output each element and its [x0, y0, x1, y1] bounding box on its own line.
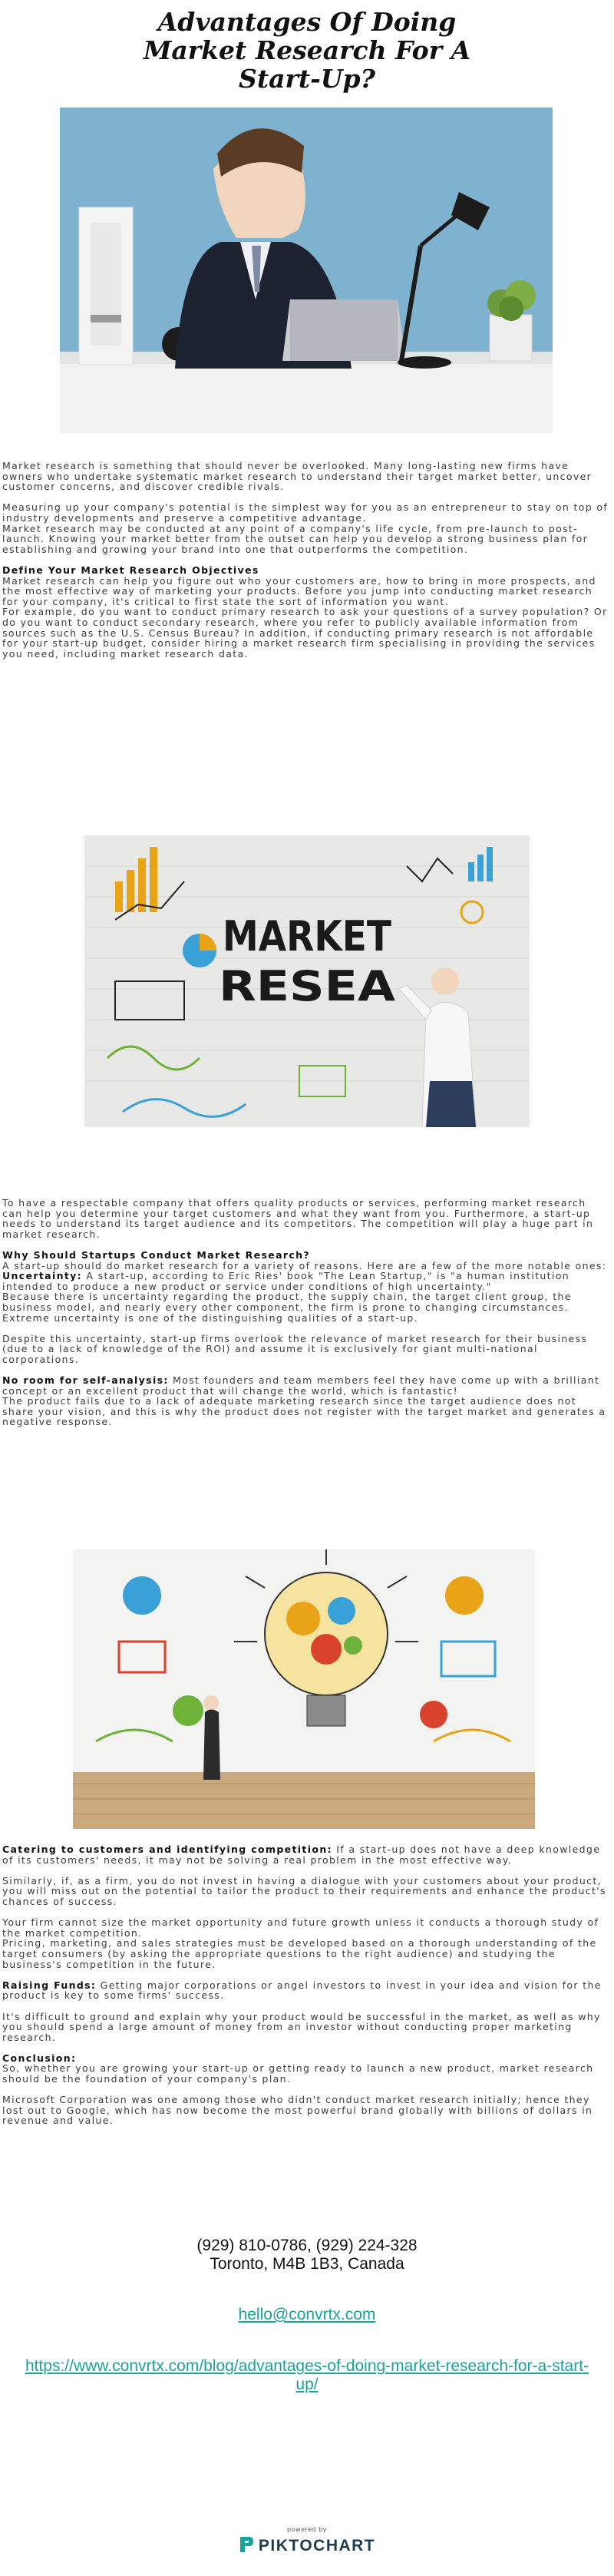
raising-funds-paragraph [2, 1980, 609, 2001]
uncertainty-text: A start-up, according to Eric Ries' book "The Lean Startup," is "a human institution intended to produce a new product or service under conditions of high uncertainty." [2, 1270, 570, 1292]
piktochart-icon [239, 2535, 254, 2557]
paragraph: Similarly, if, as a firm, you do not invest in having a dialogue with your customers about your product, you will miss out on the potential to tailor the product to their requirements and enhance the product's chances of success. [2, 1874, 606, 1907]
piktochart-logo[interactable] [239, 2535, 375, 2557]
raising-funds-text: Getting major corporations or angel investors to invest in your idea and vision for the product is key to some firms' success. [2, 1979, 602, 2002]
lightbulb-ideas-photo [73, 1549, 535, 1829]
powered-by-label: powered by [287, 2526, 327, 2533]
url-line-1[interactable]: https://www.convrtx.com/blog/advantages-of-doing-market-research-for-a-start- [25, 2357, 589, 2375]
why-research-section [2, 1198, 609, 1427]
no-room-text: Most founders and team members feel they have come up with a brilliant concept or an excellent product that will change the world, which is fantastic! [2, 1374, 600, 1397]
section-heading: Why Should Startups Conduct Market Research? [2, 1248, 310, 1261]
catering-text: If a start-up does not have a deep knowledge of its customers' needs, it may not be solving a real problem in the most effective way. [2, 1844, 601, 1866]
svg-text:RESEA: RESEA [219, 962, 396, 1010]
paragraph: For example, do you want to conduct primary research to ask your questions of a survey population? Or do you want to conduct secondary research, where you refer to publicly available information from sources such as the U.S. Census Bureau? In addition, if conducting primary research is not affordable for your start-up budget, consider hiring a market research firm specialising in providing the services you need, including market research data. [2, 606, 608, 660]
piktochart-brand-name: PIKTOCHART [258, 2537, 376, 2555]
paragraph: A start-up should do market research for a variety of reasons. Here are a few of the more notable ones: [2, 1259, 607, 1271]
market-research-whiteboard-photo [84, 835, 530, 1127]
paragraph: Measuring up your company's potential is the simplest way for you as an entrepreneur to stay on top of industry developments and preserve a competitive advantage. [2, 501, 609, 524]
paragraph: To have a respectable company that offers quality products or services, performing market research can help you determine your target customers and what they want from you. Furthermore, a start-up needs to understand its target audience and its competitors. The competition will play a huge part in market research. [2, 1197, 594, 1240]
title-line-3: Start-Up? [239, 64, 375, 94]
uncertainty-label: Uncertainty: [2, 1270, 83, 1282]
uncertainty-paragraph [2, 1271, 609, 1291]
url-line-2[interactable]: up/ [295, 2376, 319, 2393]
phone-numbers: (929) 810-0786, (929) 224-328 [196, 2237, 418, 2254]
title-line-2: Market Research For A [143, 35, 471, 65]
paragraph: Microsoft Corporation was one among those who didn't conduct market research initially; hence they lost out to Google, which has now become the most powerful brand globally with billions of dollars in revenue and value. [2, 2094, 593, 2127]
benefits-section [2, 1844, 609, 2126]
paragraph: Your firm cannot size the market opportunity and future growth unless it conducts a thorough study of the market competition. [2, 1916, 599, 1939]
paragraph: Market research is something that should never be overlooked. Many long-lasting new firms have owners who undertake systematic market research to understand their target market better, uncover customer concerns, and discover credible rivals. [2, 460, 593, 493]
section-heading: Define Your Market Research Objectives [2, 564, 259, 576]
paragraph: So, whether you are growing your start-up or getting ready to launch a new product, market research should be the foundation of your company's plan. [2, 2062, 594, 2085]
title-line-1: Advantages Of Doing [157, 7, 457, 37]
page-title [0, 8, 614, 93]
no-room-paragraph [2, 1375, 609, 1396]
conclusion-heading: Conclusion: [2, 2052, 77, 2064]
paragraph: Despite this uncertainty, start-up firms overlook the relevance of market research for their business (due to a lack of knowledge of the ROI) and assume it is exclusively for giant multi-national corporations. [2, 1332, 588, 1365]
catering-paragraph [2, 1844, 609, 1865]
no-room-label: No room for self-analysis: [2, 1374, 169, 1387]
paragraph: Market research can help you figure out who your customers are, how to bring in more prospects, and the most effective way of marketing your products. Before you jump into conducting market research for your company, it's critical to first state the sort of information you want. [2, 574, 596, 607]
paragraph: The product fails due to a lack of adequate marketing research since the target audience does not share your vision, and this is why the product does not register with the target market and generates a negative response. [2, 1395, 606, 1428]
paragraph: Because there is uncertainty regarding the product, the supply chain, the target client group, the business model, and nearly every other component, the firm is prone to changing circumstances. Extreme uncertainty is one of the distinguishing qualities of a start-up. [2, 1291, 572, 1324]
paragraph: Market research may be conducted at any point of a company's life cycle, from pre-launch to post-launch. Knowing your market better from the outset can help you develop a strong business plan for establishing and growing your brand into one that outperforms the competition. [2, 522, 589, 555]
paragraph: It's difficult to ground and explain why your product would be successful in the market, as well as why you should spend a large amount of money from an investor without conducting proper marketing research. [2, 2010, 601, 2043]
intro-section [2, 461, 609, 659]
svg-text:MARKET: MARKET [223, 912, 392, 961]
paragraph: Pricing, marketing, and sales strategies must be developed based on a thorough understanding of the target consumers (by asking the appropriate questions to the right audience) and studying the business's competition in the future. [2, 1937, 597, 1970]
businessman-photo [60, 107, 553, 433]
address: Toronto, M4B 1B3, Canada [210, 2255, 404, 2273]
catering-label: Catering to customers and identifying competition: [2, 1844, 332, 1855]
email-link[interactable]: hello@convrtx.com [238, 2306, 376, 2323]
raising-funds-label: Raising Funds: [2, 1979, 97, 1991]
article-url-link[interactable] [0, 2357, 614, 2394]
